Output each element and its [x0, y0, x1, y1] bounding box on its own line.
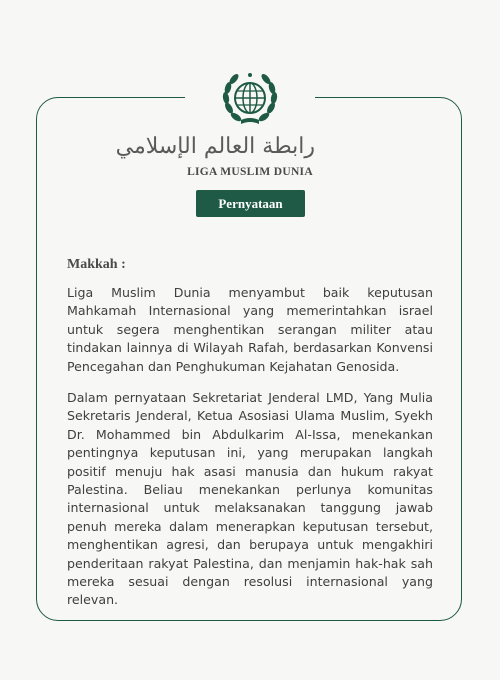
body-paragraph: Liga Muslim Dunia menyambut baik keputusan Mahkamah Internasional yang memerintahkan israel untuk segera menghentikan serangan militer atau tindakan lainnya di Wilayah Rafah, berdasarkan Konvensi Pencegahan dan Penghukuman Kejahatan Genosida.: [67, 285, 433, 374]
body-paragraph: Dalam pernyataan Sekretariat Jenderal LMD, Yang Mulia Sekretaris Jenderal, Ketua Asosiasi Ulama Muslim, Syekh Dr. Mohammed bin Abdulkarim Al-Issa, menekankan pentingnya keputusan ini, yang merupakan langkah positif menuju hak asasi manusia dan hukum rakyat Palestina. Beliau menekankan perlunya komunitas internasional untuk melaksanakan tanggung jawab penuh mereka dalam menerapkan keputusan tersebut, menghentikan agresi, dan berupaya untuk mengakhiri penderitaan rakyat Palestina, dan menjamin hak-hak sah mereka sesuai dengan resolusi internasional yang relevan.: [67, 390, 433, 608]
org-logo: [115, 68, 315, 188]
org-name: LIGA MUSLIM DUNIA: [187, 166, 313, 178]
org-name-arabic: رابطة العالم الإسلامي: [115, 134, 315, 159]
statement-badge: Pernyataan: [196, 190, 305, 217]
globe-wreath-emblem-icon: [219, 68, 281, 130]
dateline-place: Makkah :: [67, 257, 126, 272]
